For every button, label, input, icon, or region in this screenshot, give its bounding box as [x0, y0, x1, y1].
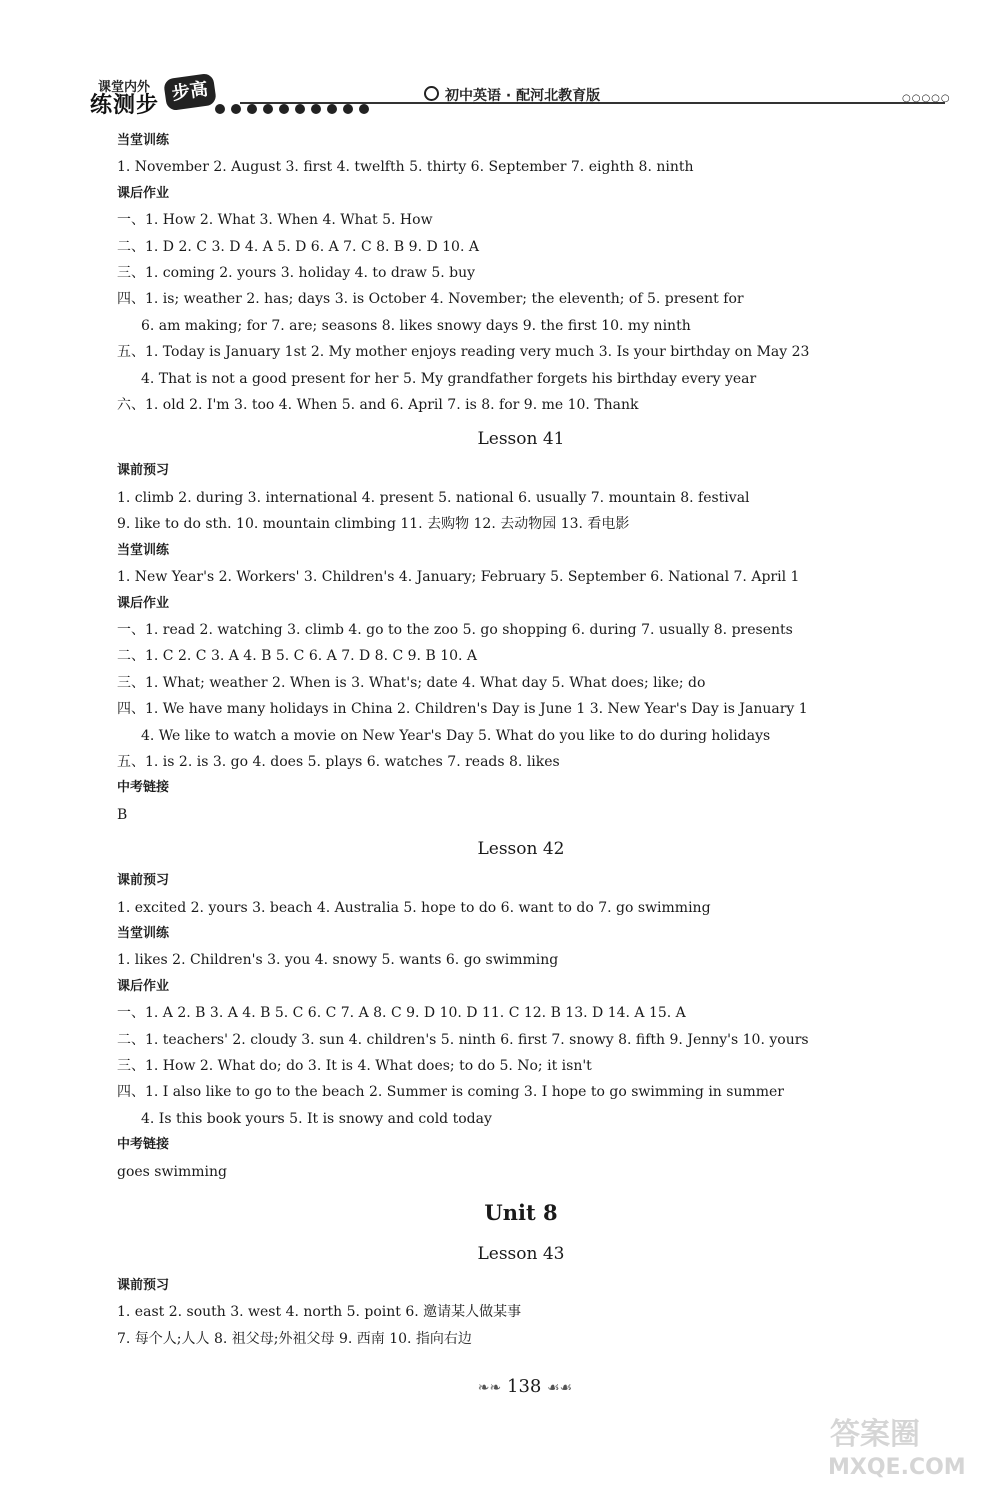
answer-line: 四、1. We have many holidays in China 2. Children's Day is June 1 3. New Year's Day is January 1 [117, 701, 808, 718]
answer-line: 四、1. is; weather 2. has; days 3. is October 4. November; the eleventh; of 5. present for [117, 291, 744, 308]
answer-line: 1. east 2. south 3. west 4. north 5. point 6. 邀请某人做某事 [117, 1304, 522, 1321]
lesson-title: Lesson 41 [477, 429, 565, 450]
section-heading: 课后作业 [117, 978, 170, 994]
logo-title: 练测步 [90, 93, 160, 118]
answer-line: 1. likes 2. Children's 3. you 4. snowy 5. wants 6. go swimming [117, 952, 559, 969]
page-number-text: 138 [507, 1376, 542, 1397]
section-heading: 课前预习 [117, 1278, 170, 1294]
section-heading: 课后作业 [117, 185, 170, 201]
answer-line: 7. 每个人;人人 8. 祖父母;外祖父母 9. 西南 10. 指向右边 [117, 1330, 472, 1347]
answer-line: 三、1. coming 2. yours 3. holiday 4. to draw 5. buy [117, 265, 476, 282]
circle-mark-icon [424, 86, 439, 101]
page-header [0, 0, 1000, 130]
section-heading: 课后作业 [117, 595, 170, 611]
answer-line: 1. New Year's 2. Workers' 3. Children's 4. January; February 5. September 6. National 7. April 1 [117, 569, 800, 586]
header-title-text: 初中英语 · 配河北教育版 [445, 88, 601, 104]
answer-line: 四、1. I also like to go to the beach 2. Summer is coming 3. I hope to go swimming in summer [117, 1084, 784, 1101]
ornament-right-icon: ☙☙ [547, 1380, 573, 1396]
answer-line: 一、1. read 2. watching 3. climb 4. go to the zoo 5. go shopping 6. during 7. usually 8. presents [117, 621, 793, 638]
decorative-dots [212, 102, 372, 116]
section-heading: 课前预习 [117, 873, 170, 889]
section-heading: 当堂训练 [117, 133, 170, 148]
section-heading: 当堂训练 [117, 925, 170, 941]
logo-badge: 步高 [163, 73, 217, 112]
page-number [450, 1376, 600, 1397]
section-heading: 中考链接 [117, 1137, 170, 1153]
answer-line: 五、1. Today is January 1st 2. My mother enjoys reading very much 3. Is your birthday on May 23 [117, 344, 810, 361]
watermark-text-en: MXQE.COM [828, 1455, 966, 1480]
answer-line: 二、1. C 2. C 3. A 4. B 5. C 6. A 7. D 8. C 9. B 10. A [117, 648, 478, 665]
answer-line: 一、1. How 2. What 3. When 4. What 5. How [117, 212, 433, 229]
answer-line: 二、1. teachers' 2. cloudy 3. sun 4. children's 5. ninth 6. first 7. snowy 8. fifth 9. Jenny's 10. yours [117, 1031, 809, 1048]
answer-line: 1. excited 2. yours 3. beach 4. Australia 5. hope to do 6. want to do 7. go swimming [117, 899, 711, 916]
answer-line: 4. That is not a good present for her 5. My grandfather forgets his birthday every year [141, 370, 757, 387]
answer-content [117, 128, 877, 1352]
watermark-logo [820, 1410, 990, 1480]
lesson-title: Lesson 42 [477, 839, 565, 860]
answer-line: B [117, 806, 128, 823]
section-heading: 课前预习 [117, 463, 170, 479]
header-right-dots: ○○○○○ [902, 93, 951, 104]
header-title [424, 85, 600, 105]
answer-line: 4. We like to watch a movie on New Year's Day 5. What do you like to do during holidays [141, 727, 771, 744]
answer-line: 4. Is this book yours 5. It is snowy and cold today [141, 1110, 492, 1127]
answer-line: 一、1. A 2. B 3. A 4. B 5. C 6. C 7. A 8. C 9. D 10. D 11. C 12. B 13. D 14. A 15. A [117, 1005, 686, 1022]
answer-line: 三、1. What; weather 2. When is 3. What's; date 4. What day 5. What does; like; do [117, 674, 706, 691]
answer-line: 6. am making; for 7. are; seasons 8. likes snowy days 9. the first 10. my ninth [141, 317, 691, 334]
answer-line: goes swimming [117, 1163, 227, 1180]
answer-line: 9. like to do sth. 10. mountain climbing 11. 去购物 12. 去动物园 13. 看电影 [117, 516, 630, 533]
answer-line: 六、1. old 2. I'm 3. too 4. When 5. and 6. April 7. is 8. for 9. me 10. Thank [117, 397, 639, 414]
answer-line: 五、1. is 2. is 3. go 4. does 5. plays 6. watches 7. reads 8. likes [117, 753, 560, 770]
answer-line: 三、1. How 2. What do; do 3. It is 4. What does; to do 5. No; it isn't [117, 1058, 592, 1074]
section-heading: 当堂训练 [117, 542, 170, 558]
unit-title: Unit 8 [484, 1200, 558, 1226]
section-heading: 中考链接 [117, 780, 170, 796]
watermark-text-cn: 答案圈 [830, 1417, 920, 1452]
answer-line: 1. November 2. August 3. first 4. twelfth 5. thirty 6. September 7. eighth 8. ninth [117, 159, 694, 176]
answer-line: 1. climb 2. during 3. international 4. present 5. national 6. usually 7. mountain 8. festival [117, 489, 750, 506]
logo-subtitle: 课堂内外 [98, 80, 151, 95]
lesson-title: Lesson 43 [477, 1244, 565, 1265]
answer-line: 二、1. D 2. C 3. D 4. A 5. D 6. A 7. C 8. B 9. D 10. A [117, 238, 479, 255]
ornament-left-icon: ❧❧ [477, 1380, 502, 1396]
